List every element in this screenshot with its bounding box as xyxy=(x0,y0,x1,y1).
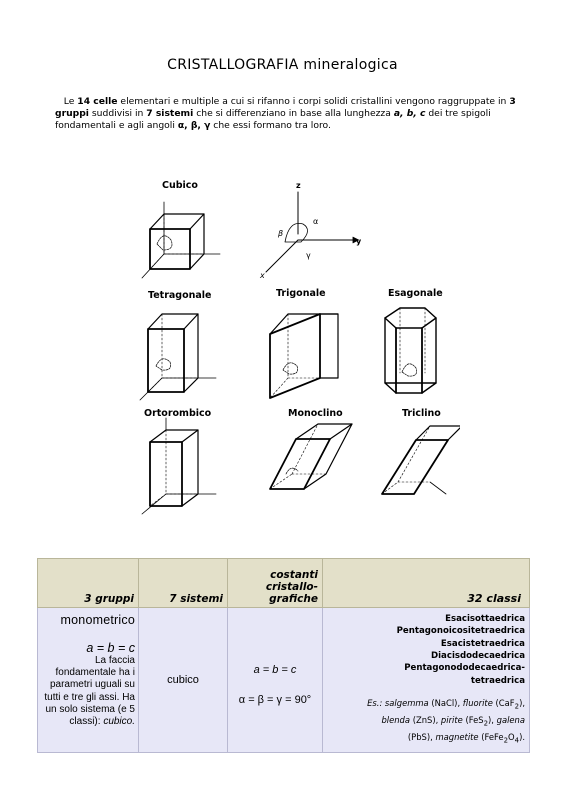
angle-alpha-label: α xyxy=(313,217,319,226)
page-title: CRISTALLOGRAFIA mineralogica xyxy=(167,57,398,73)
costanti-lengths: a = b = c xyxy=(253,664,297,676)
hexagonal-cell-drawing xyxy=(385,308,436,393)
label-tetragonale: Tetragonale xyxy=(148,290,212,301)
orthorhombic-cell-drawing xyxy=(142,418,216,514)
class-item: Diacisdodecaedrica xyxy=(430,650,525,661)
crystal-systems-figure xyxy=(120,174,460,524)
intro-paragraph: Le 14 celle elementari e multiple a cui si rifanno i corpi solidi cristallini vengono raggruppate in 3 gruppi suddivisi in 7 sistemi che si differenziano in base alla lunghezza a, b, c dei tre spigoli fondamentali e agli angoli α, β, γ che essi formano tra loro. xyxy=(55,96,516,131)
monoclinic-cell-drawing xyxy=(270,424,352,489)
class-item: Esacisottaedrica xyxy=(445,613,525,624)
axis-x-label: x xyxy=(260,271,265,280)
class-item: Pentagonoicositetraedrica xyxy=(396,626,525,637)
costanti-angles: α = β = γ = 90° xyxy=(238,694,312,706)
table-header-row xyxy=(38,559,530,608)
gruppo-description: La faccia fondamentale ha i parametri uguali su tutti e tre gli assi. Ha un solo sistema (e 5 classi): cubico. xyxy=(44,655,135,728)
triclinic-cell-drawing xyxy=(382,426,460,494)
cell-sistema: cubico xyxy=(139,608,228,753)
label-trigonale: Trigonale xyxy=(276,288,326,299)
label-triclino: Triclino xyxy=(402,408,441,419)
tetragonal-cell-drawing xyxy=(140,314,216,400)
header-gruppi: 3 gruppi xyxy=(38,559,139,608)
class-item: tetraedrica xyxy=(470,675,525,686)
gruppo-equation: a = b = c xyxy=(86,641,135,655)
cell-classi xyxy=(323,608,530,753)
angle-gamma-label: γ xyxy=(306,251,311,260)
class-item: Esacistetraedrica xyxy=(440,638,525,649)
label-monoclino: Monoclino xyxy=(288,408,343,419)
class-item: Pentagonododecaedrica- xyxy=(404,663,525,674)
header-classi: 32 classi xyxy=(323,559,530,608)
cell-costanti xyxy=(228,608,323,753)
axis-y-label: y xyxy=(356,237,362,246)
cell-gruppo xyxy=(38,608,139,753)
trigonal-cell-drawing xyxy=(270,314,338,398)
label-ortorombico: Ortorombico xyxy=(144,408,212,419)
label-esagonale: Esagonale xyxy=(388,288,443,299)
header-costanti: costanti cristallo- grafiche xyxy=(228,559,323,608)
angle-beta-label: β xyxy=(278,229,284,238)
label-cubico: Cubico xyxy=(162,180,198,191)
header-sistemi: 7 sistemi xyxy=(139,559,228,608)
examples-text: Es.: salgemma (NaCl), fluorite (CaF$_2$), blenda (ZnS), pirite (FeS$_2$), galena (PbS), magnetite $(FeFe_2O_4)$. xyxy=(367,698,525,745)
cubic-cell-drawing xyxy=(142,202,220,278)
table-row xyxy=(38,608,530,753)
gruppo-name: monometrico xyxy=(60,613,135,627)
crystal-classes-table xyxy=(37,558,530,753)
axis-z-label: z xyxy=(296,181,301,190)
